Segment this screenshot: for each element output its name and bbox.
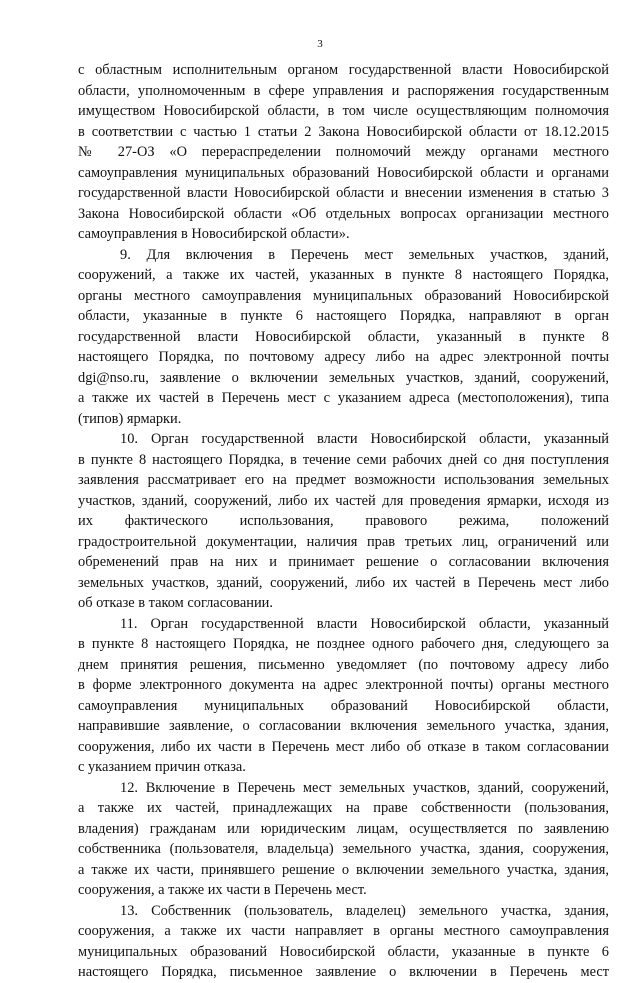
text-line: государственной власти Новосибирской области и внесении изменения в статью 3 — [78, 185, 609, 201]
page-number: 3 — [317, 38, 323, 50]
text-line: настоящего Порядка, письменное заявление о включении в Перечень мест — [78, 964, 609, 980]
text-line: заявления рассматривает его на предмет возможности использования земельных — [78, 472, 609, 488]
text-line: 9. Для включения в Перечень мест земельных участков, зданий, — [120, 246, 609, 263]
text-line: собственника (пользователя, владельца) земельного участка, здания, сооружения, — [78, 841, 609, 857]
text-line: имуществом Новосибирской области, в том числе осуществляющим полномочия — [78, 103, 609, 119]
text-line: а также их частей, принадлежащих на праве собственности (пользования, — [78, 800, 609, 816]
text-line: градостроительной документации, наличия прав третьих лиц, ограничений или — [78, 533, 609, 550]
text-line: сооружения, а также их части в Перечень мест. — [78, 882, 367, 898]
text-line: области, уполномоченным в сфере управления и распоряжения государственным — [78, 82, 609, 99]
text-line: об отказе в таком согласовании. — [78, 595, 273, 611]
text-line: dgi@nso.ru, заявление о включении земельных участков, зданий, сооружений, — [78, 369, 609, 386]
text-line: № 27-ОЗ «О перераспределении полномочий между органами местного — [78, 144, 609, 160]
text-line: в форме электронного документа на адрес электронной почты) органы местного — [78, 677, 609, 693]
text-line: в пункте 8 настоящего Порядка, не позднее одного рабочего дня, следующего за — [78, 636, 609, 652]
text-line: а также их части, принявшего решение о включении земельного участка, здания, — [78, 861, 609, 878]
text-line: 12. Включение в Перечень мест земельных участков, зданий, сооружений, — [120, 779, 609, 796]
text-line: их фактического использования, правового режима, положений — [78, 513, 609, 529]
text-line: настоящего Порядка, по почтовому адресу либо на адрес электронной почты — [78, 349, 609, 365]
text-line: а также их частей в Перечень мест с указанием адреса (местоположения), типа — [78, 390, 609, 406]
text-line: сооружения, а также их части направляет в органы местного самоуправления — [78, 923, 609, 939]
text-line: 13. Собственник (пользователь, владелец) земельного участка, здания, — [120, 902, 609, 919]
text-line: обременений прав на них и принимает решение о согласовании включения — [78, 554, 609, 570]
text-line: участков, зданий, сооружений, либо их частей для проведения ярмарки, исходя из — [78, 492, 609, 509]
text-line: днем принятия решения, письменно уведомляет (по почтовому адресу либо — [78, 656, 609, 673]
text-line: владения) гражданам или юридическим лицам, осуществляется по заявлению — [78, 820, 609, 837]
text-line: самоуправления муниципальных образований Новосибирской области, — [78, 697, 609, 714]
text-line: Закона Новосибирской области «Об отдельных вопросах организации местного — [78, 205, 609, 222]
text-line: самоуправления в Новосибирской области». — [78, 226, 350, 242]
text-line: органы местного самоуправления муниципальных образований Новосибирской — [78, 287, 609, 304]
document-body — [78, 60, 609, 983]
text-line: в соответствии с частью 1 статьи 2 Закона Новосибирской области от 18.12.2015 — [78, 123, 609, 140]
text-line: сооружений, а также их частей, указанных в пункте 8 настоящего Порядка, — [78, 267, 609, 283]
text-line: (типов) ярмарки. — [78, 410, 182, 427]
text-line: в пункте 8 настоящего Порядка, в течение семи рабочих дней со дня поступления — [78, 451, 609, 468]
text-line: с областным исполнительным органом государственной власти Новосибирской — [78, 62, 609, 78]
text-line: сооружения, либо их части в Перечень мест либо об отказе в таком согласовании — [78, 738, 609, 755]
text-line: земельных участков, зданий, сооружений, либо их частей в Перечень мест либо — [78, 574, 609, 591]
text-line: 11. Орган государственной власти Новосибирской области, указанный — [120, 615, 609, 632]
text-line: муниципальных образований Новосибирской области, указанные в пункте 6 — [78, 943, 609, 960]
text-line: направившие заявление, о согласовании включения земельного участка, здания, — [78, 718, 609, 734]
text-line: государственной власти Новосибирской области, указанный в пункте 8 — [78, 328, 609, 345]
text-line: с указанием причин отказа. — [78, 759, 246, 775]
text-line: самоуправления муниципальных образований Новосибирской области и органами — [78, 164, 609, 181]
text-line: 10. Орган государственной власти Новосибирской области, указанный — [120, 431, 609, 447]
text-line: области, указанные в пункте 6 настоящего Порядка, направляют в орган — [78, 308, 609, 324]
